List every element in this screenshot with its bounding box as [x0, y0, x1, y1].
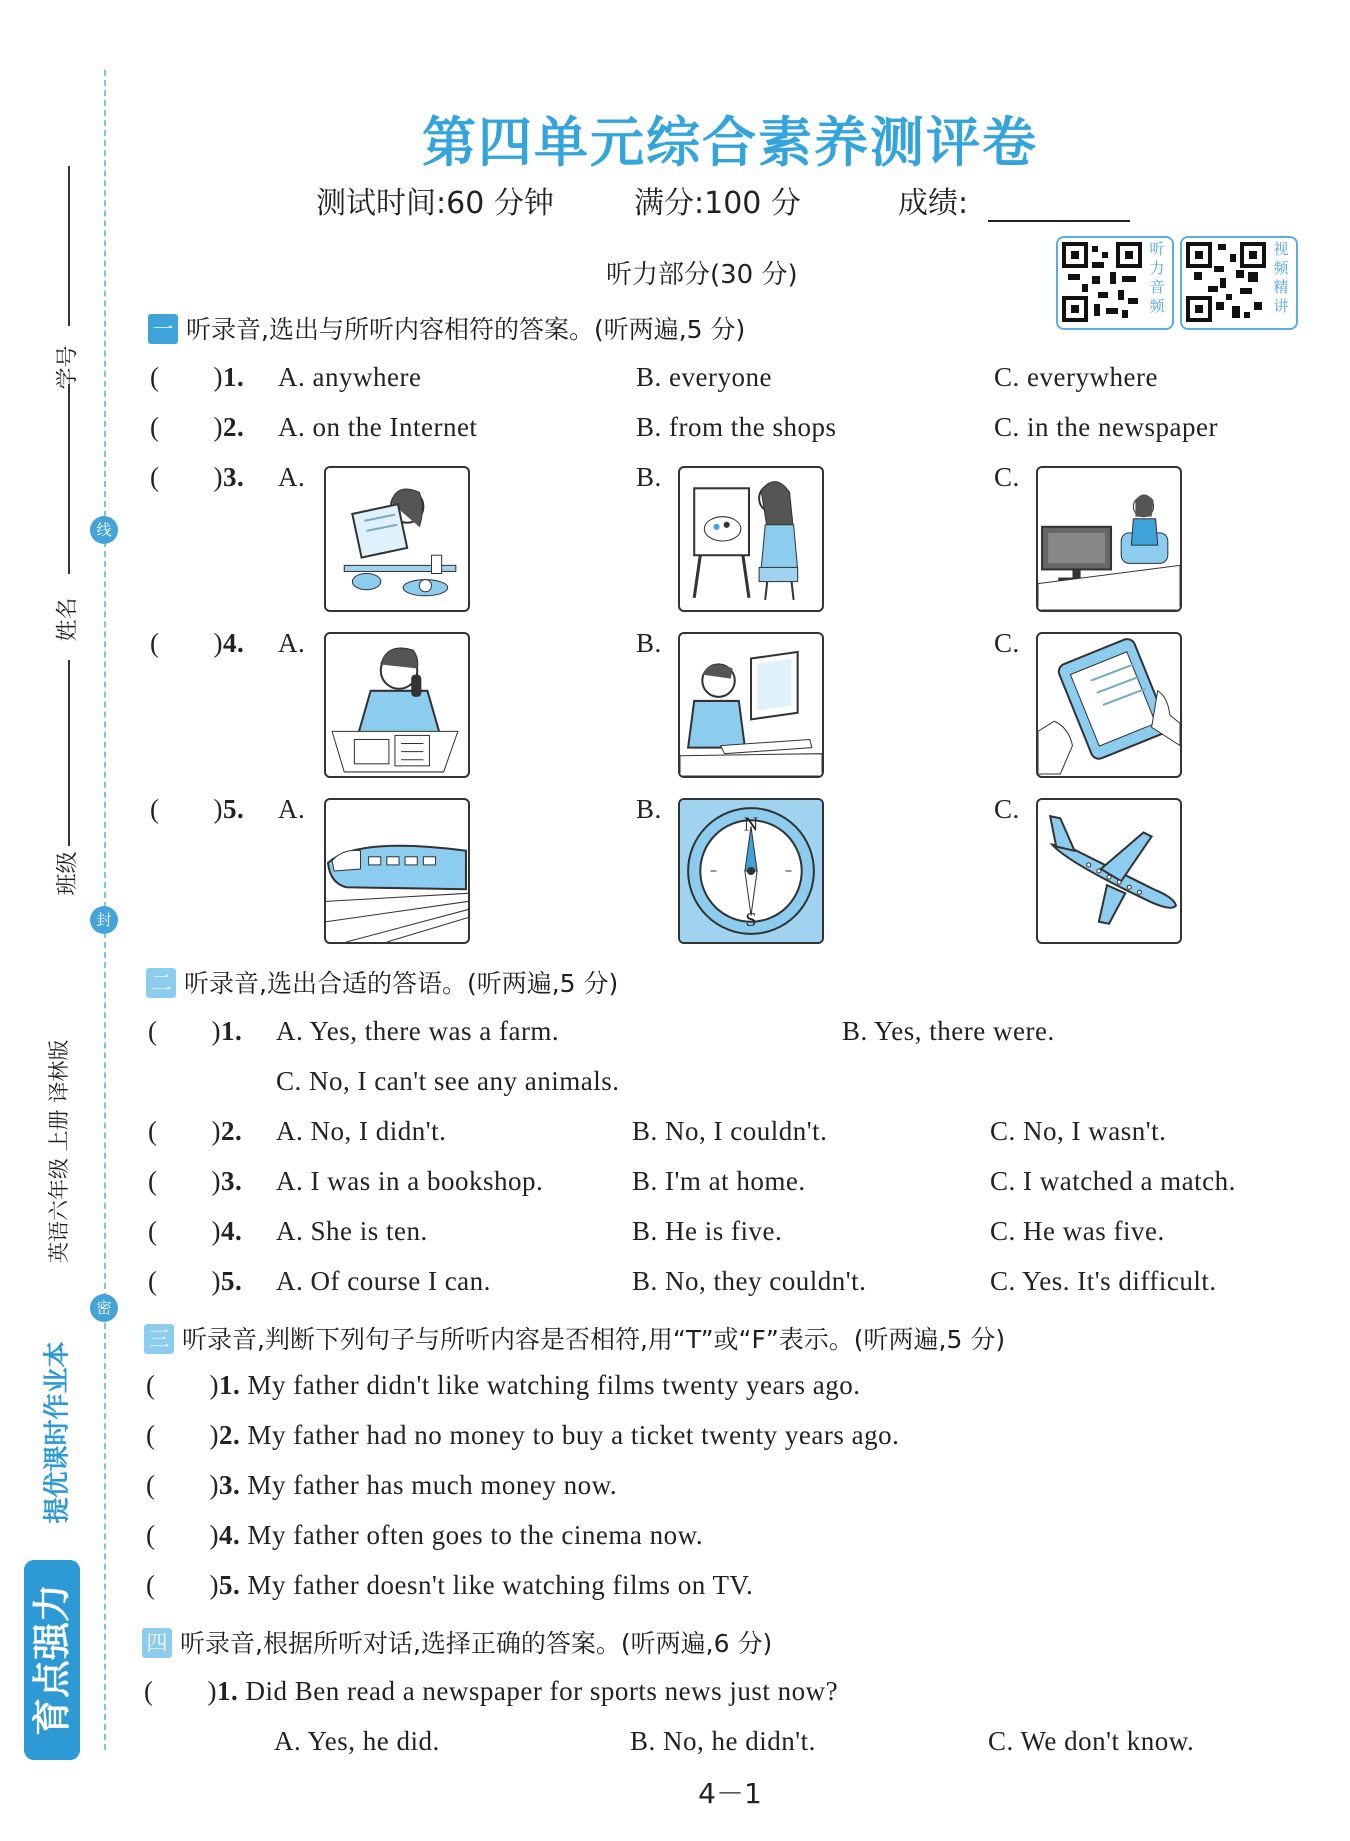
s1-q5-label-c: C. — [994, 794, 1020, 824]
score-blank — [988, 220, 1130, 222]
qr-video-tag: 视频精讲 — [1273, 240, 1289, 315]
s1-q4-label-b: B. — [636, 628, 662, 658]
picture-painting[interactable] — [678, 466, 824, 612]
section-4-title: 听录音,根据所听对话,选择正确的答案。(听两遍,6 分) — [180, 1629, 773, 1658]
s1-q1-option-c[interactable]: C. everywhere — [994, 362, 1158, 392]
student-no-line — [68, 166, 70, 326]
s2-q3-option-a[interactable]: A. I was in a bookshop. — [276, 1166, 544, 1196]
s1-q1-option-a[interactable]: A. anywhere — [278, 362, 422, 392]
picture-tablet[interactable] — [1036, 632, 1182, 778]
s3-q1[interactable]: ( )1. My father didn't like watching films twenty years ago. — [146, 1370, 861, 1400]
picture-telephone[interactable] — [324, 632, 470, 778]
series-name: 提优课时作业本 — [42, 1341, 73, 1524]
name-line — [68, 384, 70, 574]
s2-q5-option-a[interactable]: A. Of course I can. — [276, 1266, 491, 1296]
listening-part: 听力部分(30 分) — [606, 260, 798, 290]
s4-q1-option-c[interactable]: C. We don't know. — [988, 1726, 1195, 1756]
s3-q2[interactable]: ( )2. My father had no money to buy a ticket twenty years ago. — [146, 1420, 900, 1450]
compass-south: S — [745, 908, 757, 931]
picture-reading-newspaper[interactable] — [324, 466, 470, 612]
s2-q5-option-b[interactable]: B. No, they couldn't. — [632, 1266, 867, 1296]
s1-q3-label-b: B. — [636, 462, 662, 492]
s4-q1[interactable]: ( )1. Did Ben read a newspaper for sports news just now? — [144, 1676, 839, 1706]
s2-q1-paren[interactable]: ( )1. — [148, 1016, 243, 1046]
s2-q1-option-a[interactable]: A. Yes, there was a farm. — [276, 1016, 560, 1046]
s2-q4-option-c[interactable]: C. He was five. — [990, 1216, 1165, 1246]
s2-q1-option-b[interactable]: B. Yes, there were. — [842, 1016, 1055, 1046]
s3-q3[interactable]: ( )3. My father has much money now. — [146, 1470, 618, 1500]
s2-q3-paren[interactable]: ( )3. — [148, 1166, 243, 1196]
s1-q3-paren[interactable]: ( )3. — [150, 462, 245, 492]
picture-computer[interactable] — [678, 632, 824, 778]
section-2-number: 二 — [146, 968, 176, 998]
s1-q4-label-c: C. — [994, 628, 1020, 658]
s1-q5-label-b: B. — [636, 794, 662, 824]
s2-q5-paren[interactable]: ( )5. — [148, 1266, 243, 1296]
s1-q3-label-c: C. — [994, 462, 1020, 492]
s3-q5[interactable]: ( )5. My father doesn't like watching films on TV. — [146, 1570, 754, 1600]
s1-q1-paren[interactable]: ( )1. — [150, 362, 245, 392]
s1-q2-option-c[interactable]: C. in the newspaper — [994, 412, 1218, 442]
brand-logo: 育点强力 — [24, 1560, 80, 1760]
compass-north: N — [743, 813, 759, 836]
s1-q2-option-a[interactable]: A. on the Internet — [278, 412, 478, 442]
score-label: 成绩: — [898, 186, 969, 221]
class-line — [68, 660, 70, 846]
s4-q1-option-b[interactable]: B. No, he didn't. — [630, 1726, 816, 1756]
s2-q4-paren[interactable]: ( )4. — [148, 1216, 243, 1246]
section-4-number: 四 — [142, 1628, 172, 1658]
picture-train[interactable] — [324, 798, 470, 944]
s1-q5-paren[interactable]: ( )5. — [150, 794, 245, 824]
picture-compass[interactable] — [678, 798, 824, 944]
s2-q5-option-c[interactable]: C. Yes. It's difficult. — [990, 1266, 1217, 1296]
s1-q5-label-a: A. — [278, 794, 306, 824]
picture-plane[interactable] — [1036, 798, 1182, 944]
qr-audio-icon[interactable] — [1062, 242, 1142, 322]
section-4-heading — [142, 1624, 772, 1660]
s1-q4-paren[interactable]: ( )4. — [150, 628, 245, 658]
s1-q1-option-b[interactable]: B. everyone — [636, 362, 772, 392]
page-number: 4－1 — [698, 1777, 762, 1810]
class-label: 班级 — [55, 851, 81, 896]
picture-watching-tv[interactable] — [1036, 466, 1182, 612]
section-2-heading — [146, 964, 618, 1000]
s2-q2-option-b[interactable]: B. No, I couldn't. — [632, 1116, 828, 1146]
test-time: 测试时间:60 分钟 — [316, 186, 554, 221]
s2-q3-option-c[interactable]: C. I watched a match. — [990, 1166, 1236, 1196]
qr-video-icon[interactable] — [1186, 242, 1266, 322]
page-title: 第四单元综合素养测评卷 — [422, 110, 1038, 174]
name-label: 姓名 — [55, 597, 81, 642]
mark-seal: 封 — [90, 906, 118, 934]
s2-q1-option-c[interactable]: C. No, I can't see any animals. — [276, 1066, 620, 1096]
s1-q4-label-a: A. — [278, 628, 306, 658]
mark-line: 线 — [90, 516, 118, 544]
s2-q3-option-b[interactable]: B. I'm at home. — [632, 1166, 806, 1196]
section-1-number: 一 — [148, 314, 178, 344]
section-2-title: 听录音,选出合适的答语。(听两遍,5 分) — [184, 969, 619, 998]
student-no-label: 学号 — [55, 345, 81, 390]
s1-q2-paren[interactable]: ( )2. — [150, 412, 245, 442]
section-1-heading — [148, 310, 745, 346]
s2-q2-paren[interactable]: ( )2. — [148, 1116, 243, 1146]
s2-q4-option-a[interactable]: A. She is ten. — [276, 1216, 428, 1246]
s2-q4-option-b[interactable]: B. He is five. — [632, 1216, 783, 1246]
qr-audio-tag: 听力音频 — [1149, 240, 1165, 315]
s2-q2-option-c[interactable]: C. No, I wasn't. — [990, 1116, 1167, 1146]
s1-q3-label-a: A. — [278, 462, 306, 492]
s3-q4[interactable]: ( )4. My father often goes to the cinema now. — [146, 1520, 704, 1550]
section-3-title: 听录音,判断下列句子与所听内容是否相符,用“T”或“F”表示。(听两遍,5 分) — [182, 1325, 1006, 1354]
section-3-number: 三 — [144, 1324, 174, 1354]
mark-secret: 密 — [90, 1294, 118, 1322]
s4-q1-option-a[interactable]: A. Yes, he did. — [274, 1726, 440, 1756]
book-info: 英语六年级 上册 译林版 — [47, 1039, 71, 1263]
s1-q2-option-b[interactable]: B. from the shops — [636, 412, 837, 442]
section-3-heading — [144, 1320, 1005, 1356]
full-score: 满分:100 分 — [634, 186, 801, 221]
section-1-title: 听录音,选出与所听内容相符的答案。(听两遍,5 分) — [186, 315, 746, 344]
s2-q2-option-a[interactable]: A. No, I didn't. — [276, 1116, 447, 1146]
